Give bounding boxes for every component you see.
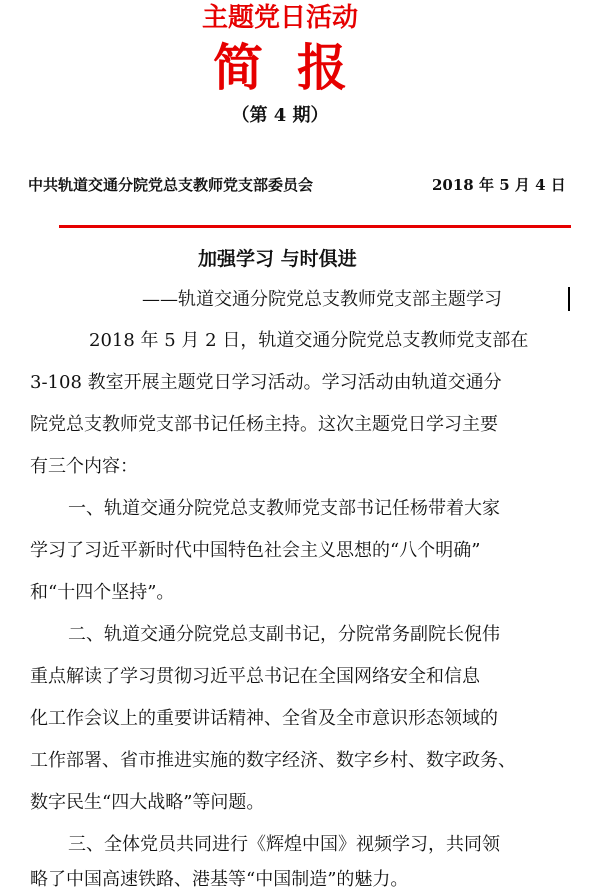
- publish-date: 2018 年 5 月 4 日: [432, 176, 566, 194]
- article-subheading: ——轨道交通分院党总支教师党支部主题学习: [142, 289, 502, 310]
- header-divider: [59, 225, 571, 228]
- paragraph-line: 学习了习近平新时代中国特色社会主义思想的“八个明确”: [30, 540, 481, 561]
- paragraph-line: 重点解读了学习贯彻习近平总书记在全国网络安全和信息: [30, 666, 480, 687]
- paragraph-line: 有三个内容：: [30, 456, 138, 477]
- paragraph-line: 2018 年 5 月 2 日，轨道交通分院党总支教师党支部在: [89, 330, 529, 351]
- issue-number: （第 4 期）: [231, 105, 329, 126]
- paragraph-line: 二、轨道交通分院党总支副书记，分院常务副院长倪伟: [68, 624, 500, 645]
- paragraph-line: 化工作会议上的重要讲话精神、全省及全市意识形态领域的: [30, 708, 498, 729]
- text-cursor: [568, 287, 570, 311]
- article-heading: 加强学习 与时俱进: [198, 248, 357, 270]
- organization-name: 中共轨道交通分院党总支教师党支部委员会: [28, 176, 314, 194]
- paragraph-line: 略了中国高速铁路、港基等“中国制造”的魅力。: [30, 869, 409, 890]
- paragraph-line: 院党总支教师党支部书记任杨主持。这次主题党日学习主要: [30, 414, 498, 435]
- paragraph-line: 3-108 教室开展主题党日学习活动。学习活动由轨道交通分: [30, 372, 502, 393]
- paragraph-line: 工作部署、省市推进实施的数字经济、数字乡村、数字政务、: [30, 750, 516, 771]
- paragraph-line: 三、全体党员共同进行《辉煌中国》视频学习，共同领: [68, 834, 500, 855]
- event-title: 主题党日活动: [201, 3, 358, 33]
- paragraph-line: 数字民生“四大战略”等问题。: [30, 792, 265, 813]
- paragraph-line: 和“十四个坚持”。: [30, 582, 175, 603]
- brief-title: 简报: [213, 39, 381, 97]
- paragraph-line: 一、轨道交通分院党总支教师党支部书记任杨带着大家: [68, 498, 500, 519]
